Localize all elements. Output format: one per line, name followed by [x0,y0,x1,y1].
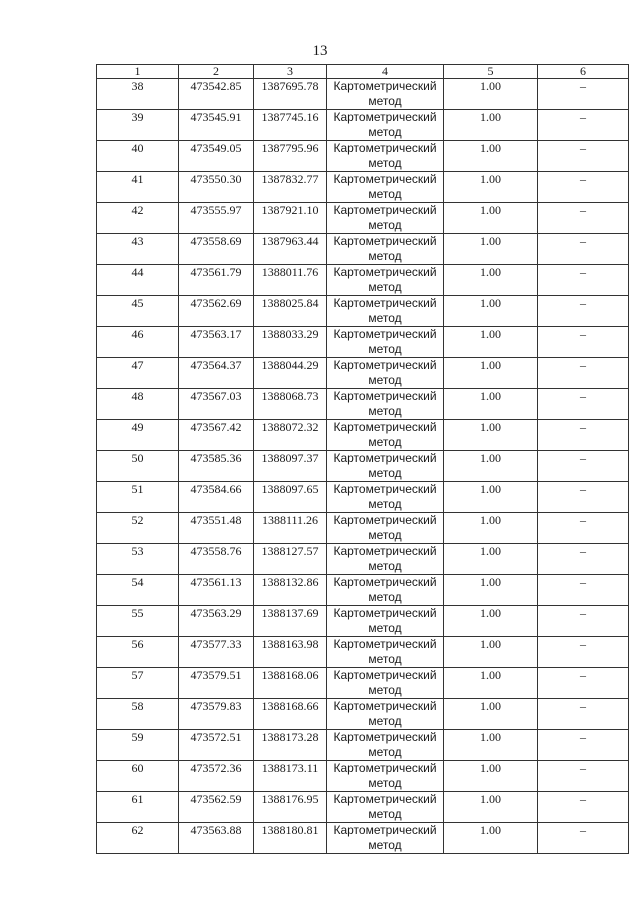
coordinate-y-cell: 1387832.77 [254,172,327,203]
coordinate-y-cell: 1388033.29 [254,327,327,358]
table-row [97,699,629,730]
coordinate-x-cell: 473550.30 [179,172,254,203]
coordinate-x-cell: 473584.66 [179,482,254,513]
note-cell: – [538,451,629,482]
note-cell: – [538,668,629,699]
method-cell: Картометрический метод [327,637,444,668]
note-cell: – [538,203,629,234]
note-cell: – [538,575,629,606]
coordinate-y-cell: 1388025.84 [254,296,327,327]
coordinate-x-cell: 473579.83 [179,699,254,730]
table-row [97,792,629,823]
point-number-cell: 50 [97,451,179,482]
table-header-row [97,65,629,79]
point-number-cell: 51 [97,482,179,513]
column-header-4: 4 [327,65,444,79]
coordinate-x-cell: 473562.69 [179,296,254,327]
point-number-cell: 44 [97,265,179,296]
accuracy-cell: 1.00 [444,730,538,761]
table-row [97,420,629,451]
note-cell: – [538,110,629,141]
column-header-6: 6 [538,65,629,79]
point-number-cell: 53 [97,544,179,575]
coordinate-x-cell: 473572.51 [179,730,254,761]
coordinate-x-cell: 473563.29 [179,606,254,637]
table-row [97,141,629,172]
coordinate-x-cell: 473561.79 [179,265,254,296]
note-cell: – [538,389,629,420]
note-cell: – [538,358,629,389]
coordinate-x-cell: 473577.33 [179,637,254,668]
column-header-3: 3 [254,65,327,79]
coordinate-x-cell: 473549.05 [179,141,254,172]
accuracy-cell: 1.00 [444,234,538,265]
method-cell: Картометрический метод [327,389,444,420]
table-body [97,79,629,854]
note-cell: – [538,637,629,668]
method-cell: Картометрический метод [327,792,444,823]
method-cell: Картометрический метод [327,203,444,234]
coordinate-y-cell: 1388168.66 [254,699,327,730]
note-cell: – [538,823,629,854]
note-cell: – [538,327,629,358]
accuracy-cell: 1.00 [444,637,538,668]
point-number-cell: 40 [97,141,179,172]
accuracy-cell: 1.00 [444,668,538,699]
method-cell: Картометрический метод [327,141,444,172]
coordinate-x-cell: 473564.37 [179,358,254,389]
coordinate-x-cell: 473558.69 [179,234,254,265]
coordinate-y-cell: 1388132.86 [254,575,327,606]
point-number-cell: 54 [97,575,179,606]
point-number-cell: 47 [97,358,179,389]
point-number-cell: 39 [97,110,179,141]
method-cell: Картометрический метод [327,730,444,761]
coordinate-y-cell: 1387745.16 [254,110,327,141]
note-cell: – [538,234,629,265]
note-cell: – [538,513,629,544]
method-cell: Картометрический метод [327,265,444,296]
coordinate-y-cell: 1387795.96 [254,141,327,172]
note-cell: – [538,141,629,172]
coordinate-x-cell: 473555.97 [179,203,254,234]
method-cell: Картометрический метод [327,358,444,389]
table-row [97,265,629,296]
coordinate-x-cell: 473542.85 [179,79,254,110]
accuracy-cell: 1.00 [444,327,538,358]
accuracy-cell: 1.00 [444,420,538,451]
accuracy-cell: 1.00 [444,79,538,110]
coordinate-y-cell: 1388097.65 [254,482,327,513]
coordinate-y-cell: 1388127.57 [254,544,327,575]
coordinate-y-cell: 1388173.28 [254,730,327,761]
coordinate-x-cell: 473563.88 [179,823,254,854]
point-number-cell: 60 [97,761,179,792]
table-row [97,172,629,203]
note-cell: – [538,761,629,792]
accuracy-cell: 1.00 [444,389,538,420]
coordinates-table [96,64,629,854]
accuracy-cell: 1.00 [444,203,538,234]
point-number-cell: 62 [97,823,179,854]
accuracy-cell: 1.00 [444,482,538,513]
coordinate-y-cell: 1387963.44 [254,234,327,265]
point-number-cell: 45 [97,296,179,327]
point-number-cell: 46 [97,327,179,358]
method-cell: Картометрический метод [327,575,444,606]
coordinate-y-cell: 1388176.95 [254,792,327,823]
note-cell: – [538,420,629,451]
table-row [97,482,629,513]
point-number-cell: 59 [97,730,179,761]
accuracy-cell: 1.00 [444,792,538,823]
method-cell: Картометрический метод [327,699,444,730]
table-row [97,513,629,544]
column-header-1: 1 [97,65,179,79]
note-cell: – [538,730,629,761]
table-row [97,79,629,110]
table-row [97,389,629,420]
method-cell: Картометрический метод [327,513,444,544]
point-number-cell: 57 [97,668,179,699]
table-row [97,234,629,265]
accuracy-cell: 1.00 [444,296,538,327]
accuracy-cell: 1.00 [444,172,538,203]
note-cell: – [538,265,629,296]
coordinate-y-cell: 1388137.69 [254,606,327,637]
accuracy-cell: 1.00 [444,575,538,606]
table-row [97,668,629,699]
method-cell: Картометрический метод [327,544,444,575]
table-row [97,203,629,234]
coordinate-x-cell: 473585.36 [179,451,254,482]
note-cell: – [538,79,629,110]
coordinate-x-cell: 473572.36 [179,761,254,792]
point-number-cell: 61 [97,792,179,823]
table-row [97,358,629,389]
method-cell: Картометрический метод [327,234,444,265]
point-number-cell: 38 [97,79,179,110]
method-cell: Картометрический метод [327,420,444,451]
note-cell: – [538,482,629,513]
note-cell: – [538,172,629,203]
point-number-cell: 48 [97,389,179,420]
accuracy-cell: 1.00 [444,544,538,575]
accuracy-cell: 1.00 [444,761,538,792]
point-number-cell: 49 [97,420,179,451]
note-cell: – [538,544,629,575]
coordinate-y-cell: 1387921.10 [254,203,327,234]
method-cell: Картометрический метод [327,761,444,792]
point-number-cell: 42 [97,203,179,234]
method-cell: Картометрический метод [327,451,444,482]
method-cell: Картометрический метод [327,482,444,513]
table-row [97,296,629,327]
method-cell: Картометрический метод [327,823,444,854]
coordinate-y-cell: 1388173.11 [254,761,327,792]
table-row [97,730,629,761]
point-number-cell: 41 [97,172,179,203]
coordinate-y-cell: 1388097.37 [254,451,327,482]
point-number-cell: 56 [97,637,179,668]
method-cell: Картометрический метод [327,172,444,203]
coordinate-x-cell: 473563.17 [179,327,254,358]
coordinate-x-cell: 473567.03 [179,389,254,420]
method-cell: Картометрический метод [327,79,444,110]
coordinate-y-cell: 1388180.81 [254,823,327,854]
accuracy-cell: 1.00 [444,141,538,172]
point-number-cell: 55 [97,606,179,637]
note-cell: – [538,606,629,637]
coordinate-y-cell: 1388168.06 [254,668,327,699]
note-cell: – [538,699,629,730]
method-cell: Картометрический метод [327,606,444,637]
coordinate-y-cell: 1388068.73 [254,389,327,420]
point-number-cell: 43 [97,234,179,265]
note-cell: – [538,792,629,823]
coordinate-x-cell: 473561.13 [179,575,254,606]
coordinate-y-cell: 1388044.29 [254,358,327,389]
table-row [97,451,629,482]
coordinate-y-cell: 1388163.98 [254,637,327,668]
accuracy-cell: 1.00 [444,699,538,730]
coordinate-x-cell: 473562.59 [179,792,254,823]
accuracy-cell: 1.00 [444,451,538,482]
page-number: 13 [312,43,328,59]
coordinate-x-cell: 473551.48 [179,513,254,544]
accuracy-cell: 1.00 [444,110,538,141]
point-number-cell: 58 [97,699,179,730]
method-cell: Картометрический метод [327,296,444,327]
method-cell: Картометрический метод [327,110,444,141]
table-row [97,110,629,141]
accuracy-cell: 1.00 [444,606,538,637]
accuracy-cell: 1.00 [444,513,538,544]
coordinate-x-cell: 473567.42 [179,420,254,451]
coordinate-x-cell: 473558.76 [179,544,254,575]
note-cell: – [538,296,629,327]
table-row [97,606,629,637]
column-header-2: 2 [179,65,254,79]
table-row [97,761,629,792]
point-number-cell: 52 [97,513,179,544]
coordinate-y-cell: 1388072.32 [254,420,327,451]
accuracy-cell: 1.00 [444,265,538,296]
table-row [97,544,629,575]
table-row [97,637,629,668]
accuracy-cell: 1.00 [444,823,538,854]
accuracy-cell: 1.00 [444,358,538,389]
coordinate-y-cell: 1388011.76 [254,265,327,296]
table-row [97,823,629,854]
table-row [97,575,629,606]
table-row [97,327,629,358]
coordinate-x-cell: 473545.91 [179,110,254,141]
method-cell: Картометрический метод [327,668,444,699]
method-cell: Картометрический метод [327,327,444,358]
coordinate-y-cell: 1387695.78 [254,79,327,110]
coordinate-x-cell: 473579.51 [179,668,254,699]
column-header-5: 5 [444,65,538,79]
coordinate-y-cell: 1388111.26 [254,513,327,544]
